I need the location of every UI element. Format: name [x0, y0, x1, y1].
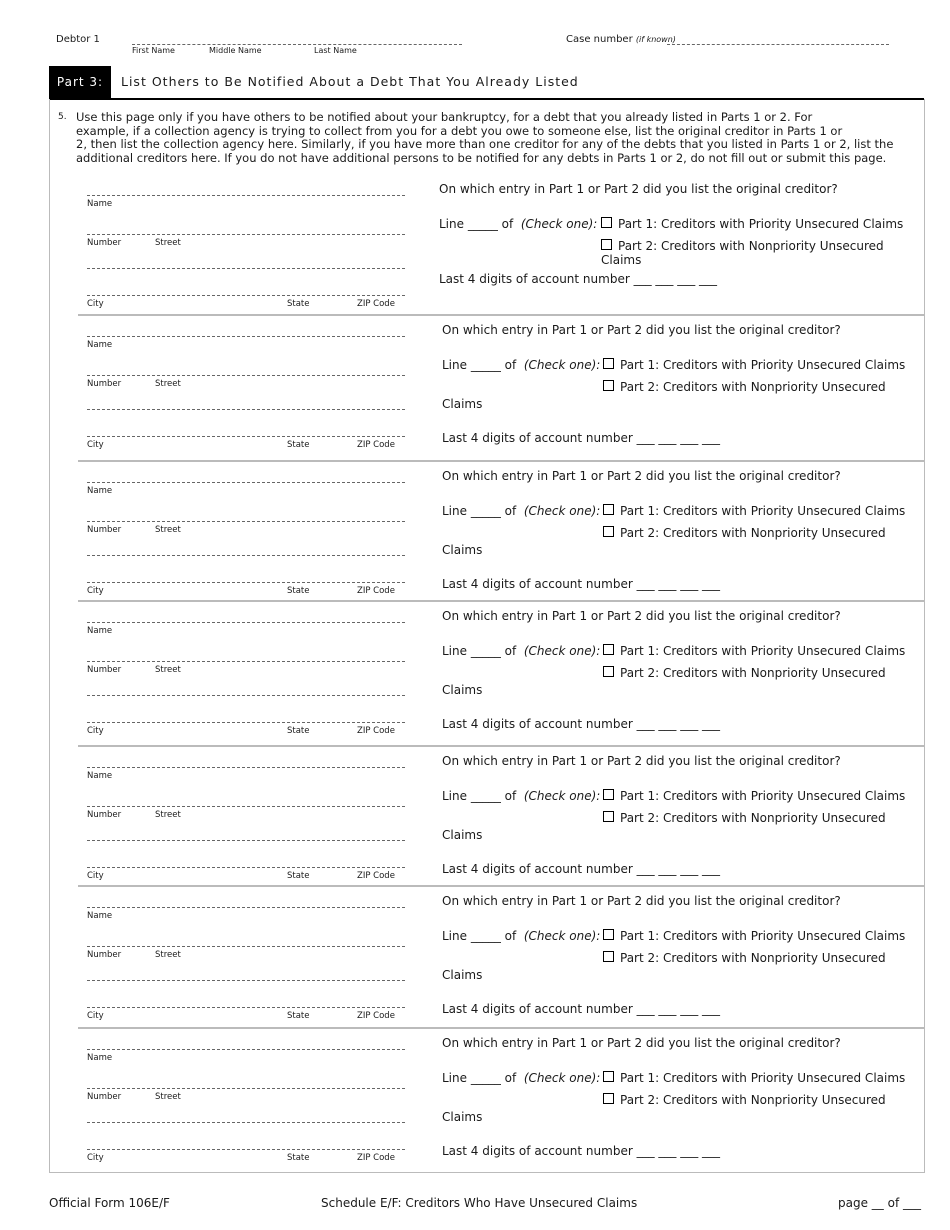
street-label: Street — [155, 238, 181, 248]
claims-word: Claims — [442, 683, 483, 697]
number-label: Number — [87, 379, 122, 389]
line-of-field[interactable] — [442, 644, 600, 658]
part1-option-label: Part 1: Creditors with Priority Unsecured Claims — [620, 929, 906, 943]
checkbox[interactable] — [601, 239, 612, 250]
address-line-field[interactable] — [87, 409, 405, 410]
check-one-label: (Check one): — [523, 358, 601, 372]
creditor-entry — [78, 1027, 924, 1171]
debtor-label: Debtor 1 — [56, 34, 100, 45]
instruction-line: example, if a collection agency is trying to collect from you for a debt you owe to someone else, list the original creditor in Parts 1 or — [76, 123, 843, 138]
footer-schedule: Schedule E/F: Creditors Who Have Unsecured Claims — [321, 1196, 638, 1210]
part2-option-label: Part 2: Creditors with Nonpriority Unsecured — [620, 380, 886, 394]
line-prefix: Line _____ of — [442, 358, 517, 372]
city-state-zip-field[interactable] — [87, 295, 405, 296]
checkbox[interactable] — [603, 1093, 614, 1104]
case-number-label: Case number (if known) — [566, 34, 676, 45]
number-label: Number — [87, 525, 122, 535]
part1-option-label: Part 1: Creditors with Priority Unsecured Claims — [620, 358, 906, 372]
footer-page: page __ of ___ — [838, 1196, 921, 1210]
checkbox[interactable] — [603, 526, 614, 537]
check-one-label: (Check one): — [523, 1071, 601, 1085]
number-label: Number — [87, 665, 122, 675]
street-field[interactable] — [87, 946, 405, 947]
creditor-entry — [78, 175, 924, 314]
instructions — [58, 111, 918, 165]
claims-word: Claims — [442, 968, 483, 982]
part2-option-label: Part 2: Creditors with Nonpriority Unsecured — [620, 666, 886, 680]
state-label: State — [287, 1011, 310, 1021]
middle-name-label: Middle Name — [209, 46, 262, 55]
checkbox[interactable] — [603, 811, 614, 822]
street-label: Street — [155, 1092, 181, 1102]
street-label: Street — [155, 379, 181, 389]
check-one-label: (Check one): — [523, 504, 601, 518]
name-label: Name — [87, 199, 113, 209]
zip-label: ZIP Code — [357, 726, 395, 736]
checkbox[interactable] — [603, 951, 614, 962]
last4-field[interactable]: Last 4 digits of account number ___ ___ ___ ___ — [442, 1144, 721, 1158]
state-label: State — [287, 440, 310, 450]
part1-option[interactable] — [603, 929, 905, 943]
checkbox[interactable] — [603, 358, 614, 369]
original-creditor-question: On which entry in Part 1 or Part 2 did you list the original creditor? — [442, 894, 841, 908]
address-line-field[interactable] — [87, 268, 405, 269]
part1-option[interactable] — [603, 504, 905, 518]
line-prefix: Line _____ of — [442, 929, 517, 943]
instruction-line: additional creditors here. If you do not have additional persons to be notified for any debts in Parts 1 or 2, do not fill out or submit this page. — [76, 150, 887, 165]
city-label: City — [87, 871, 104, 881]
checkbox[interactable] — [603, 380, 614, 391]
check-one-label: (Check one): — [520, 217, 598, 231]
part2-option-label: Part 2: Creditors with Nonpriority Unsecured Claims — [601, 239, 884, 267]
part1-option-label: Part 1: Creditors with Priority Unsecured Claims — [620, 504, 906, 518]
address-line-field[interactable] — [87, 840, 405, 841]
original-creditor-question: On which entry in Part 1 or Part 2 did you list the original creditor? — [442, 323, 841, 337]
footer-form: Official Form 106E/F — [49, 1196, 170, 1210]
street-field[interactable] — [87, 806, 405, 807]
last4-field[interactable]: Last 4 digits of account number ___ ___ ___ ___ — [442, 431, 721, 445]
instruction-line: Use this page only if you have others to be notified about your bankruptcy, for a debt that you already listed in Parts 1 or 2. For — [76, 110, 813, 124]
part1-option[interactable] — [601, 217, 903, 231]
part1-option-label: Part 1: Creditors with Priority Unsecured Claims — [618, 217, 904, 231]
checkbox[interactable] — [603, 1071, 614, 1082]
part-header — [49, 66, 924, 100]
original-creditor-question: On which entry in Part 1 or Part 2 did you list the original creditor? — [442, 1036, 841, 1050]
part1-option[interactable] — [603, 358, 905, 372]
part-tag: Part 3: — [49, 66, 111, 98]
instruction-line: 2, then list the collection agency here. Similarly, if you have more than one creditor for any of the debts that you listed in Parts 1 or 2, list the — [76, 137, 894, 151]
name-field[interactable] — [87, 1049, 405, 1050]
line-prefix: Line _____ of — [442, 504, 517, 518]
number-label: Number — [87, 810, 122, 820]
checkbox[interactable] — [603, 929, 614, 940]
name-field[interactable] — [87, 907, 405, 908]
line-of-field[interactable] — [442, 358, 600, 372]
original-creditor-question: On which entry in Part 1 or Part 2 did you list the original creditor? — [442, 754, 841, 768]
name-field[interactable] — [87, 622, 405, 623]
street-label: Street — [155, 665, 181, 675]
zip-label: ZIP Code — [357, 1153, 395, 1163]
name-field[interactable] — [87, 195, 405, 196]
part1-option-label: Part 1: Creditors with Priority Unsecured Claims — [620, 644, 906, 658]
street-field[interactable] — [87, 521, 405, 522]
name-label: Name — [87, 626, 113, 636]
line-of-field[interactable] — [442, 789, 600, 803]
debtor-name-field[interactable] — [132, 44, 462, 45]
city-label: City — [87, 586, 104, 596]
part1-option[interactable] — [603, 789, 905, 803]
part2-option-label: Part 2: Creditors with Nonpriority Unsecured — [620, 951, 886, 965]
checkbox[interactable] — [603, 789, 614, 800]
zip-label: ZIP Code — [357, 1011, 395, 1021]
part1-option-label: Part 1: Creditors with Priority Unsecured Claims — [620, 1071, 906, 1085]
name-label: Name — [87, 911, 113, 921]
claims-word: Claims — [442, 543, 483, 557]
creditor-entry — [78, 460, 924, 602]
zip-label: ZIP Code — [357, 586, 395, 596]
city-state-zip-field[interactable] — [87, 436, 405, 437]
first-name-label: First Name — [132, 46, 175, 55]
name-field[interactable] — [87, 767, 405, 768]
address-line-field[interactable] — [87, 980, 405, 981]
city-state-zip-field[interactable] — [87, 582, 405, 583]
state-label: State — [287, 586, 310, 596]
last4-field[interactable]: Last 4 digits of account number ___ ___ ___ ___ — [442, 1002, 721, 1016]
part2-option[interactable] — [603, 951, 886, 965]
line-prefix: Line _____ of — [442, 644, 517, 658]
city-state-zip-field[interactable] — [87, 1007, 405, 1008]
part2-option[interactable] — [603, 811, 886, 825]
part2-option[interactable] — [603, 666, 886, 680]
city-label: City — [87, 1011, 104, 1021]
part2-option[interactable] — [603, 380, 886, 394]
line-of-field[interactable] — [442, 504, 600, 518]
case-number-field[interactable] — [667, 44, 889, 45]
original-creditor-question: On which entry in Part 1 or Part 2 did you list the original creditor? — [442, 469, 841, 483]
city-label: City — [87, 440, 104, 450]
part2-option-label: Part 2: Creditors with Nonpriority Unsecured — [620, 526, 886, 540]
address-line-field[interactable] — [87, 555, 405, 556]
city-label: City — [87, 726, 104, 736]
original-creditor-question: On which entry in Part 1 or Part 2 did you list the original creditor? — [442, 609, 841, 623]
line-prefix: Line _____ of — [442, 1071, 517, 1085]
street-label: Street — [155, 525, 181, 535]
name-label: Name — [87, 486, 113, 496]
part1-option-label: Part 1: Creditors with Priority Unsecured Claims — [620, 789, 906, 803]
state-label: State — [287, 299, 310, 309]
checkbox[interactable] — [603, 666, 614, 677]
state-label: State — [287, 1153, 310, 1163]
creditor-entry — [78, 745, 924, 887]
creditor-entry — [78, 314, 924, 462]
state-label: State — [287, 726, 310, 736]
part2-option[interactable] — [603, 1093, 886, 1107]
part-title: List Others to Be Notified About a Debt That You Already Listed — [121, 74, 579, 89]
zip-label: ZIP Code — [357, 440, 395, 450]
claims-word: Claims — [442, 1110, 483, 1124]
city-state-zip-field[interactable] — [87, 722, 405, 723]
creditor-entry — [78, 885, 924, 1029]
check-one-label: (Check one): — [523, 929, 601, 943]
claims-word: Claims — [442, 397, 483, 411]
name-label: Name — [87, 340, 113, 350]
checkbox[interactable] — [603, 504, 614, 515]
city-label: City — [87, 1153, 104, 1163]
check-one-label: (Check one): — [523, 789, 601, 803]
item-number: 5. — [58, 112, 67, 122]
creditor-entry — [78, 600, 924, 747]
street-field[interactable] — [87, 1088, 405, 1089]
original-creditor-question: On which entry in Part 1 or Part 2 did you list the original creditor? — [439, 182, 838, 196]
name-label: Name — [87, 771, 113, 781]
last4-field[interactable]: Last 4 digits of account number ___ ___ ___ ___ — [439, 272, 718, 286]
line-of-field[interactable] — [439, 217, 597, 231]
street-field[interactable] — [87, 234, 405, 235]
street-field[interactable] — [87, 661, 405, 662]
part2-option-label: Part 2: Creditors with Nonpriority Unsecured — [620, 1093, 886, 1107]
name-field[interactable] — [87, 482, 405, 483]
if-known-note: (if known) — [635, 35, 676, 44]
line-of-field[interactable] — [442, 929, 600, 943]
city-state-zip-field[interactable] — [87, 1149, 405, 1150]
last-name-label: Last Name — [314, 46, 357, 55]
last4-field[interactable]: Last 4 digits of account number ___ ___ ___ ___ — [442, 717, 721, 731]
city-state-zip-field[interactable] — [87, 867, 405, 868]
part1-option[interactable] — [603, 644, 905, 658]
checkbox[interactable] — [601, 217, 612, 228]
name-field[interactable] — [87, 336, 405, 337]
line-of-field[interactable] — [442, 1071, 600, 1085]
state-label: State — [287, 871, 310, 881]
number-label: Number — [87, 1092, 122, 1102]
part2-option-label: Part 2: Creditors with Nonpriority Unsecured — [620, 811, 886, 825]
check-one-label: (Check one): — [523, 644, 601, 658]
zip-label: ZIP Code — [357, 299, 395, 309]
street-field[interactable] — [87, 375, 405, 376]
last4-field[interactable]: Last 4 digits of account number ___ ___ ___ ___ — [442, 862, 721, 876]
checkbox[interactable] — [603, 644, 614, 655]
address-line-field[interactable] — [87, 695, 405, 696]
street-label: Street — [155, 810, 181, 820]
street-label: Street — [155, 950, 181, 960]
part2-option[interactable] — [603, 526, 886, 540]
name-label: Name — [87, 1053, 113, 1063]
address-line-field[interactable] — [87, 1122, 405, 1123]
part1-option[interactable] — [603, 1071, 905, 1085]
claims-word: Claims — [442, 828, 483, 842]
city-label: City — [87, 299, 104, 309]
line-prefix: Line _____ of — [442, 789, 517, 803]
number-label: Number — [87, 950, 122, 960]
zip-label: ZIP Code — [357, 871, 395, 881]
last4-field[interactable]: Last 4 digits of account number ___ ___ ___ ___ — [442, 577, 721, 591]
line-prefix: Line _____ of — [439, 217, 514, 231]
number-label: Number — [87, 238, 122, 248]
part2-option[interactable] — [601, 239, 924, 267]
